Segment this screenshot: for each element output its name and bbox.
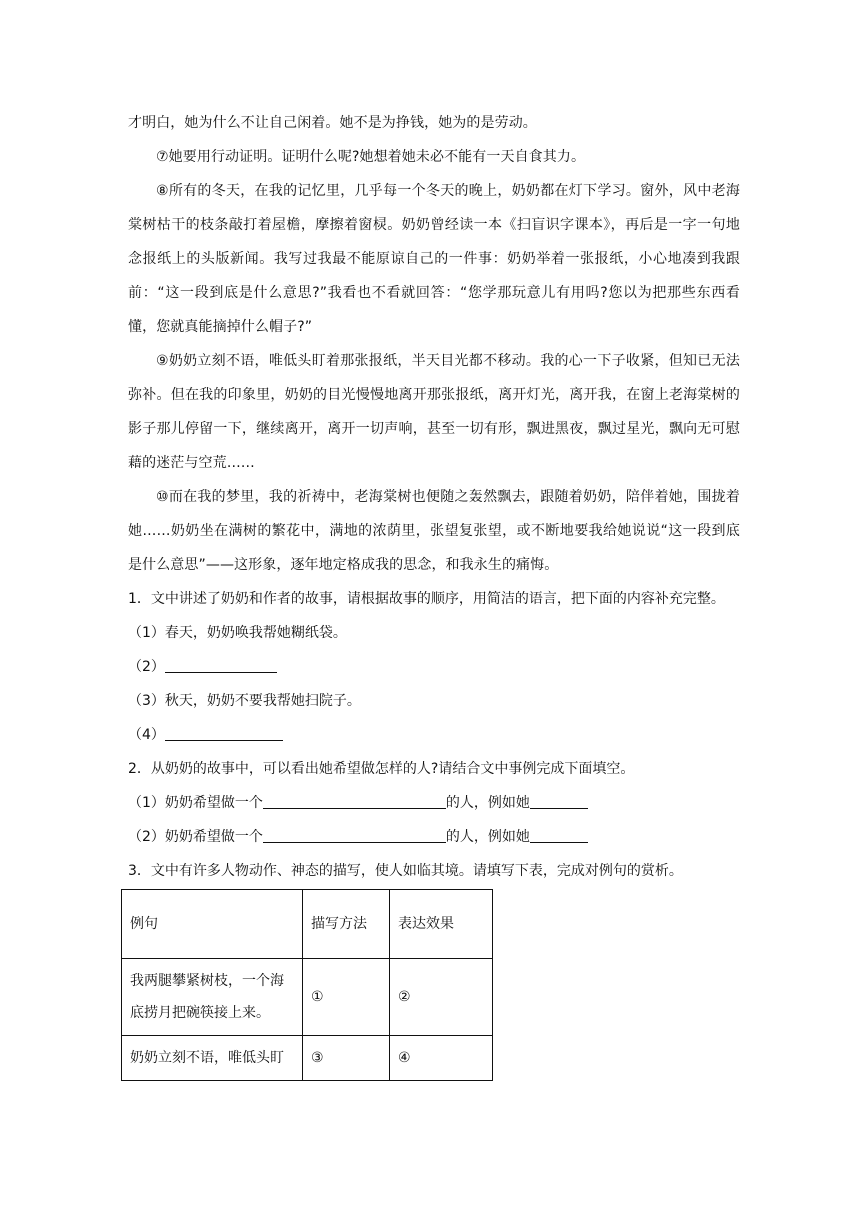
example-sentence: 奶奶立刻不语，唯低头盯 <box>122 1036 303 1081</box>
passage-paragraph-8: ⑧所有的冬天，在我的记忆里，几乎每一个冬天的晚上，奶奶都在灯下学习。窗外，风中老海棠树枯干的枝条敲打着屋檐，摩擦着窗棂。奶奶曾经读一本《扫盲识字课本》，再后是一字一句地念报纸上的头版新闻。我写过我最不能原谅自己的一件事：奶奶举着一张报纸，小心地凑到我跟前：“这一段到底是什么意思?”我看也不看就回答：“您学那玩意儿有用吗?您以为把那些东西看懂，您就真能摘掉什么帽子?” <box>128 183 740 335</box>
answer-blank[interactable] <box>263 826 446 843</box>
table-row <box>122 959 493 1036</box>
line-2-middle: 的人，例如她 <box>445 829 530 845</box>
table-header-row <box>122 890 493 959</box>
passage-paragraph-7: ⑦她要用行动证明。证明什么呢?她想着她未必不能有一天自食其力。 <box>156 149 586 165</box>
question-1-item-1: （1）春天，奶奶唤我帮她糊纸袋。 <box>128 625 347 641</box>
header-example: 例句 <box>122 890 303 959</box>
passage-paragraph-9: ⑨奶奶立刻不语，唯低头盯着那张报纸，半天目光都不移动。我的心一下子收紧，但知已无法弥补。但在我的印象里，奶奶的目光慢慢地离开那张报纸，离开灯光，离开我，在窗上老海棠树的影子那儿停留一下，继续离开，离开一切声响，甚至一切有形，飘进黑夜，飘过星光，飘向无可慰藉的迷茫与空荒…… <box>128 353 740 471</box>
header-effect: 表达效果 <box>390 890 493 959</box>
example-sentence: 我两腿攀紧树枝，一个海底捞月把碗筷接上来。 <box>122 959 303 1036</box>
answer-blank[interactable] <box>263 792 446 809</box>
item-2-label: （2） <box>128 659 165 675</box>
answer-blank[interactable] <box>530 826 588 843</box>
question-1-stem: 1．文中讲述了奶奶和作者的故事，请根据故事的顺序，用简洁的语言，把下面的内容补充完整。 <box>128 591 725 607</box>
method-cell[interactable]: ③ <box>303 1036 390 1081</box>
line-1-middle: 的人，例如她 <box>445 795 530 811</box>
question-3-stem: 3．文中有许多人物动作、神态的描写，使人如临其境。请填写下表，完成对例句的赏析。 <box>128 863 683 879</box>
answer-blank[interactable] <box>165 656 277 673</box>
line-2-prefix: （2）奶奶希望做一个 <box>128 829 263 845</box>
content-area <box>128 106 740 888</box>
effect-cell[interactable]: ② <box>390 959 493 1036</box>
passage-paragraph-6-end: 才明白，她为什么不让自己闲着。她不是为挣钱，她为的是劳动。 <box>128 115 537 131</box>
question-1-item-3: （3）秋天，奶奶不要我帮她扫院子。 <box>128 693 361 709</box>
method-cell[interactable]: ① <box>303 959 390 1036</box>
question-2-line-2 <box>128 820 740 854</box>
answer-blank[interactable] <box>165 724 283 741</box>
effect-cell[interactable]: ④ <box>390 1036 493 1081</box>
question-1-item-2 <box>128 650 740 684</box>
question-2-line-1 <box>128 786 740 820</box>
item-4-label: （4） <box>128 727 165 743</box>
header-method: 描写方法 <box>303 890 390 959</box>
line-1-prefix: （1）奶奶希望做一个 <box>128 795 263 811</box>
table-row <box>122 1036 493 1081</box>
appreciation-table <box>121 889 493 1081</box>
passage-paragraph-10: ⑩而在我的梦里，我的祈祷中，老海棠树也便随之轰然飘去，跟随着奶奶，陪伴着她，围拢着她……奶奶坐在满树的繁花中，满地的浓荫里，张望复张望，或不断地要我给她说说“这一段到底是什么意思”——这形象，逐年地定格成我的思念，和我永生的痛悔。 <box>128 489 740 573</box>
answer-blank[interactable] <box>530 792 588 809</box>
question-2-stem: 2．从奶奶的故事中，可以看出她希望做怎样的人?请结合文中事例完成下面填空。 <box>128 761 635 777</box>
question-1-item-4 <box>128 718 740 752</box>
